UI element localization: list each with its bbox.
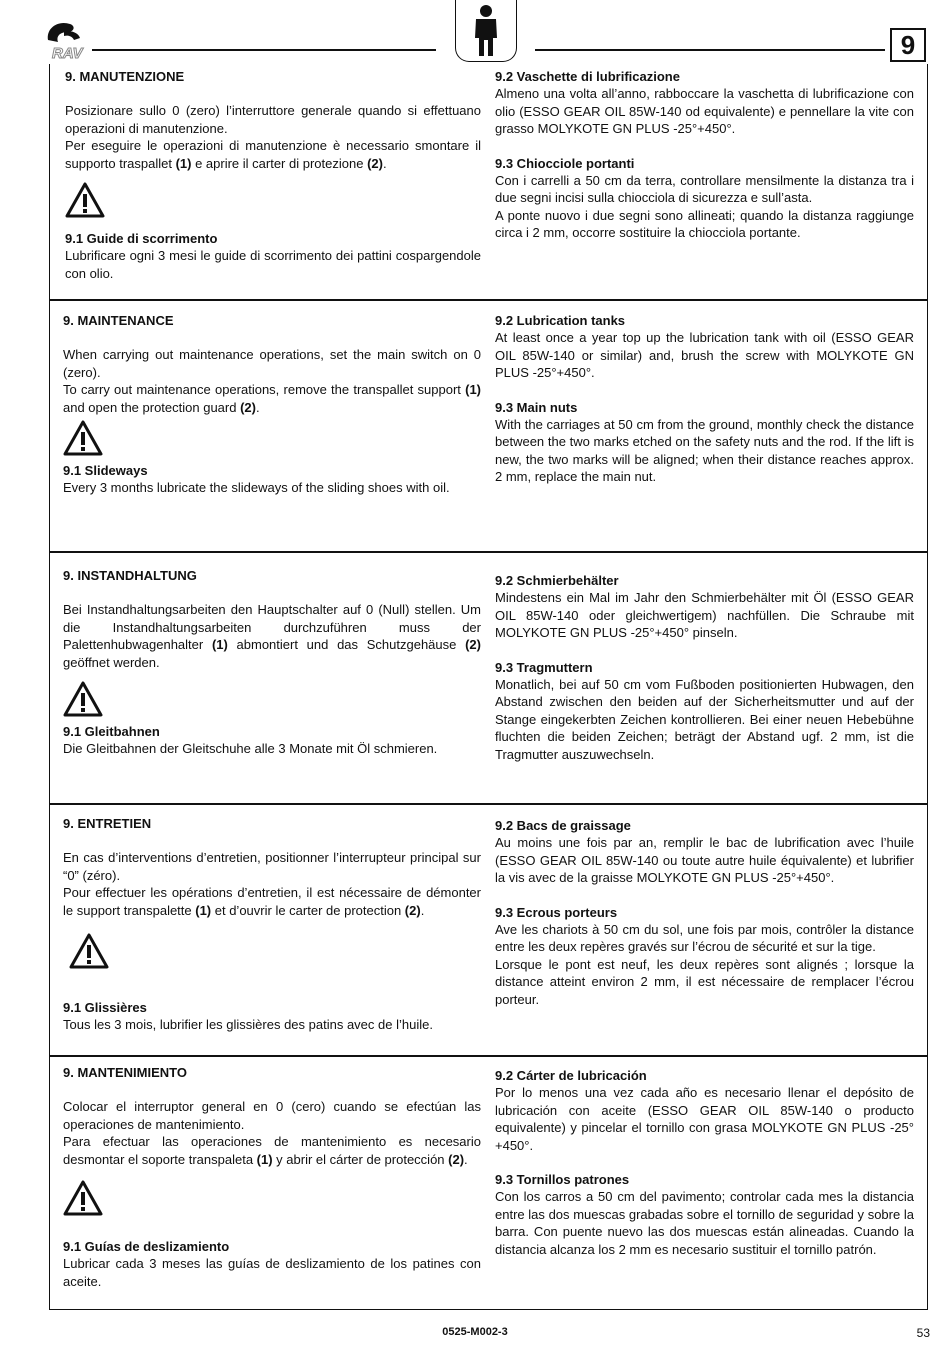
warning-icon — [69, 933, 109, 969]
section-divider-2 — [49, 551, 928, 553]
paragraph: En cas d’interventions d’entretien, positionner l’interrupteur principal sur “0” (zéro). — [63, 850, 481, 883]
subsection-title: 9.1 Slideways — [63, 463, 148, 479]
subsection-title: 9.1 Guías de deslizamiento — [63, 1239, 230, 1255]
warning-icon — [63, 1180, 103, 1216]
operator-icon — [470, 4, 502, 58]
subsection-title: 9.3 Chiocciole portanti — [495, 155, 635, 171]
header-rule-left — [92, 49, 436, 51]
paragraph: At least once a year top up the lubrication tank with oil (ESSO GEAR OIL 85W-140 or similar) and, brush the screw with MOLYKOTE GN PLUS -25°+450°. — [495, 330, 914, 381]
section-title: 9. MANUTENZIONE — [65, 69, 185, 84]
operator-icon-box — [455, 0, 517, 62]
paragraph: To carry out maintenance operations, remove the transpallet support (1) and open the protection guard (2). — [63, 382, 481, 415]
warning-icon — [63, 420, 103, 456]
paragraph: With the carriages at 50 cm from the ground, monthly check the distance between the two marks etched on the safety nuts and the rod. If the lift is new, the two marks will be aligned; when their distance reaches approx. 2 mm, replace the main nut. — [495, 417, 914, 485]
paragraph: Con los carros a 50 cm del pavimento; controlar cada mes la distancia entre las dos muescas grabadas sobre el tornillo de seguridad y sobre la barra. Con puente nuevo las dos muescas están alineadas. Cuando la distancia alcanza los 2 mm es necesario sustituir el tornillo patrón. — [495, 1189, 914, 1257]
subsection-title: 9.2 Schmierbehälter — [495, 573, 619, 588]
section-es-right — [495, 1067, 914, 1258]
logo-text: RAV — [52, 45, 83, 62]
subsection-title: 9.1 Gleitbahnen — [63, 724, 160, 740]
paragraph: Pour effectuer les opérations d’entretien, il est nécessaire de démonter le support transpalette (1) et d’ouvrir le carter de protection (2). — [63, 885, 481, 918]
paragraph: Monatlich, bei auf 50 cm vom Fußboden positionierten Hubwagen, den Abstand zwischen den beiden auf der Sicherheitsmutter und auf der Stange eingekerbten Zeichen kontrollieren. Bei einer neuen Hebebühne fluchten die beiden Zeichen; beträgt der Abstand ugf. 2 mm, ist die Tragmutter auszuwechseln. — [495, 677, 914, 762]
section-es-left — [63, 1064, 481, 1290]
paragraph: Para efectuar las operaciones de mantenimiento es necesario desmontar el soporte transpaleta (1) y abrir el cárter de protección (2). — [63, 1134, 481, 1167]
paragraph: Lorsque le pont est neuf, les deux repères sont alignés ; lorsque la distance atteint environ 2 mm, il est nécessaire de remplacer l’écrou porteur. — [495, 956, 914, 1007]
paragraph: Colocar el interruptor general en 0 (cero) cuando se efectúan las operaciones de mantenimiento. — [63, 1099, 481, 1132]
section-en-right — [495, 312, 914, 486]
header-rule-right — [535, 49, 885, 51]
paragraph: Every 3 months lubricate the slideways of the sliding shoes with oil. — [63, 480, 450, 496]
subsection-title: 9.2 Vaschette di lubrificazione — [495, 69, 680, 84]
paragraph: Con i carrelli a 50 cm da terra, controllare mensilmente la distanza tra i due segni incisi sulla chiocciola di sicurezza e sull’asta. — [495, 173, 914, 206]
subsection-title: 9.3 Ecrous porteurs — [495, 904, 618, 920]
paragraph: Ave les chariots à 50 cm du sol, une fois par mois, contrôler la distance entre les deux repères gravés sur l’écrou de sécurité et sur la tige. — [495, 922, 914, 955]
paragraph: Almeno una volta all’anno, rabboccare la vaschetta di lubrificazione con olio (ESSO GEAR OIL 85W-140 od equivalente) e pennellare la vite con grasso MOLYKOTE GN PLUS -25°+450°. — [495, 86, 914, 137]
paragraph: Per eseguire le operazioni di manutenzione è necessario smontare il supporto traspallet (1) e aprire il carter di protezione (2). — [65, 138, 481, 171]
paragraph: Lubricar cada 3 meses las guías de deslizamiento de los patines con aceite. — [63, 1256, 481, 1289]
paragraph: Posizionare sullo 0 (zero) l’interruttore generale quando si effettuano operazioni di manutenzione. — [65, 103, 481, 136]
rav-logo — [44, 18, 94, 62]
paragraph: Bei Instandhaltungsarbeiten den Hauptschalter auf 0 (Null) stellen. Um die Instandhaltungsarbeiten durchzuführen muss der Palettenhubwagenhalter (1) abmontiert und das Schutzgehäuse (2) geöffnet werden. — [63, 602, 481, 670]
paragraph: Tous les 3 mois, lubrifier les glissières des patins avec de l’huile. — [63, 1017, 433, 1033]
section-divider-4 — [49, 1055, 928, 1057]
subsection-title: 9.2 Cárter de lubricación — [495, 1068, 647, 1083]
subsection-title: 9.3 Tornillos patrones — [495, 1172, 630, 1188]
chapter-number: 9 — [890, 28, 926, 62]
section-it-left — [65, 68, 481, 282]
section-fr-left — [63, 815, 481, 1034]
paragraph: Por lo menos una vez cada año es necesario llenar el depósito de lubricación con aceite (ESSO GEAR OIL 85W-140 o producto equivalente) y pincelar el tornillo con grasa MOLYKOTE GN PLUS -25°+450°. — [495, 1085, 914, 1153]
paragraph: Mindestens ein Mal im Jahr den Schmierbehälter mit Öl (ESSO GEAR OIL 85W-140 oder gleichwertigem) nachfüllen. Die Schraube mit MOLYKOTE GN PLUS -25°+450° pinseln. — [495, 590, 914, 641]
section-title: 9. MANTENIMIENTO — [63, 1065, 187, 1080]
warning-icon — [63, 681, 103, 717]
paragraph: Au moins une fois par an, remplir le bac de lubrification avec l’huile (ESSO GEAR OIL 85W-140 ou toute autre huile équivalente) et lubrifier la vis avec de la graisse MOLYKOTE GN PLUS -25°+450°. — [495, 835, 914, 886]
subsection-title: 9.1 Glissières — [63, 1000, 147, 1016]
section-it-right — [495, 68, 914, 242]
paragraph: When carrying out maintenance operations, set the main switch on 0 (zero). — [63, 347, 481, 380]
paragraph: Die Gleitbahnen der Gleitschuhe alle 3 Monate mit Öl schmieren. — [63, 741, 438, 757]
section-title: 9. ENTRETIEN — [63, 816, 152, 831]
subsection-title: 9.3 Main nuts — [495, 399, 578, 415]
paragraph: A ponte nuovo i due segni sono allineati; quando la distanza raggiunge circa i 2 mm, occorre sostituire la chiocciola portante. — [495, 207, 914, 241]
warning-icon — [65, 182, 105, 218]
subsection-title: 9.2 Lubrication tanks — [495, 313, 626, 328]
section-title: 9. MAINTENANCE — [63, 313, 174, 328]
section-divider-1 — [49, 299, 928, 301]
section-title: 9. INSTANDHALTUNG — [63, 568, 197, 583]
paragraph: Lubrificare ogni 3 mesi le guide di scorrimento dei pattini cospargendole con olio. — [65, 248, 481, 281]
subsection-title: 9.3 Tragmuttern — [495, 659, 593, 675]
subsection-title: 9.1 Guide di scorrimento — [65, 231, 218, 247]
subsection-title: 9.2 Bacs de graissage — [495, 818, 631, 833]
section-en-left — [63, 312, 481, 497]
section-de-left — [63, 567, 481, 758]
section-divider-3 — [49, 803, 928, 805]
document-code: 0525-M002-3 — [442, 1326, 508, 1338]
section-de-right — [495, 572, 914, 763]
page-number: 53 — [916, 1326, 930, 1340]
section-fr-right — [495, 817, 914, 1008]
